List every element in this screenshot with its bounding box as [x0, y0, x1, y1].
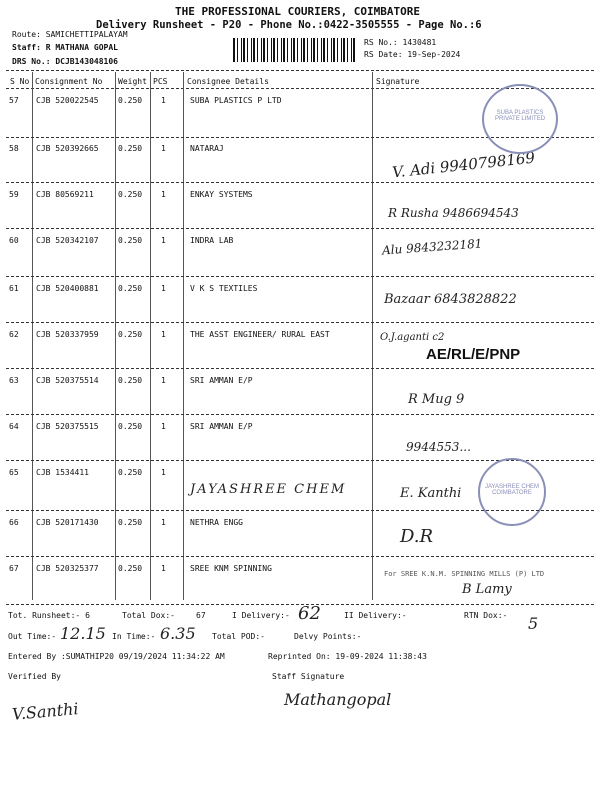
row-consignment: CJB 520375515 — [36, 422, 99, 431]
row-consignment: CJB 520337959 — [36, 330, 99, 339]
company-stamp: SUBA PLASTICS PRIVATE LIMITED — [482, 84, 558, 154]
row-weight: 0.250 — [118, 236, 143, 245]
ii-delivery-label: II Delivery:- — [344, 611, 407, 620]
row-handwritten-consignee: JAYASHREE CHEM — [190, 482, 347, 497]
row-divider — [6, 368, 594, 369]
row-signature: D.R — [400, 526, 434, 547]
row-sno: 57 — [9, 96, 19, 105]
row-consignment: CJB 520400881 — [36, 284, 99, 293]
company-stamp: For SREE K.N.M. SPINNING MILLS (P) LTD — [384, 570, 545, 578]
row-sno: 60 — [9, 236, 19, 245]
entered-by: Entered By :SUMATHIP20 09/19/2024 11:34:22 AM — [8, 652, 225, 661]
row-signature: R Mug 9 — [408, 392, 465, 407]
row-weight: 0.250 — [118, 518, 143, 527]
delivery-points-label: Delvy Points:- — [294, 632, 362, 641]
row-signature: O.J.aganti c2 — [380, 332, 445, 343]
drs-number: DRS No.: DCJB143048106 — [12, 57, 118, 66]
row-consignee: NETHRA ENGG — [190, 518, 243, 527]
staff: Staff: R MATHANA GOPAL — [12, 43, 118, 52]
row-sno: 66 — [9, 518, 19, 527]
column-rule — [150, 72, 151, 600]
row-sno: 59 — [9, 190, 19, 199]
rs-number: RS No.: 1430481 — [364, 38, 437, 47]
row-consignee: V K S TEXTILES — [190, 284, 258, 293]
row-consignment: CJB 520171430 — [36, 518, 99, 527]
row-weight: 0.250 — [118, 422, 143, 431]
row-weight: 0.250 — [118, 284, 143, 293]
route: Route: SAMICHETTIPALAYAM — [12, 30, 128, 39]
i-delivery-label: I Delivery:- — [232, 611, 290, 620]
row-consignment: CJB 1534411 — [36, 468, 89, 477]
col-sno: S No — [10, 77, 30, 86]
row-consignment: CJB 520375514 — [36, 376, 99, 385]
row-consignee: SRI AMMAN E/P — [190, 376, 253, 385]
row-consignee: ENKAY SYSTEMS — [190, 190, 253, 199]
column-rule — [32, 72, 33, 600]
row-consignee: NATARAJ — [190, 144, 224, 153]
col-weight: Weight — [118, 77, 147, 86]
rs-date: RS Date: 19-Sep-2024 — [364, 50, 461, 59]
verified-by-label: Verified By — [8, 672, 61, 681]
row-sno: 62 — [9, 330, 19, 339]
row-weight: 0.250 — [118, 468, 143, 477]
row-signature: Bazaar 6843828822 — [384, 292, 517, 307]
row-divider — [6, 276, 594, 277]
row-weight: 0.250 — [118, 144, 143, 153]
column-rule — [115, 72, 116, 600]
row-weight: 0.250 — [118, 190, 143, 199]
out-time-value: 12.15 — [60, 624, 106, 643]
row-signature: Alu 9843232181 — [381, 236, 483, 258]
row-consignment: CJB 520022545 — [36, 96, 99, 105]
in-time-value: 6.35 — [160, 624, 196, 643]
row-pcs: 1 — [161, 236, 166, 245]
row-divider — [6, 510, 594, 511]
i-delivery-value: 62 — [298, 603, 321, 624]
row-pcs: 1 — [161, 518, 166, 527]
row-consignee: SRI AMMAN E/P — [190, 422, 253, 431]
row-consignment: CJB 520392665 — [36, 144, 99, 153]
row-signature: B Lamy — [462, 582, 512, 597]
row-sno: 58 — [9, 144, 19, 153]
row-pcs: 1 — [161, 468, 166, 477]
row-pcs: 1 — [161, 144, 166, 153]
row-sno: 64 — [9, 422, 19, 431]
staff-signature: Mathangopal — [284, 690, 392, 709]
row-weight: 0.250 — [118, 330, 143, 339]
row-divider — [6, 556, 594, 557]
row-pcs: 1 — [161, 190, 166, 199]
total-runsheet: Tot. Runsheet:- 6 — [8, 611, 90, 620]
col-consignment: Consignment No — [35, 77, 103, 86]
row-consignee: SREE KNM SPINNING — [190, 564, 272, 573]
row-pcs: 1 — [161, 376, 166, 385]
row-consignee: SUBA PLASTICS P LTD — [190, 96, 282, 105]
row-sno: 65 — [9, 468, 19, 477]
row-signature: V. Adi 9940798169 — [391, 148, 536, 182]
col-consignee: Consignee Details — [187, 77, 269, 86]
column-rule — [183, 72, 184, 600]
row-divider — [6, 228, 594, 229]
row-weight: 0.250 — [118, 564, 143, 573]
row-weight: 0.250 — [118, 96, 143, 105]
row-consignment: CJB 520325377 — [36, 564, 99, 573]
row-consignee: INDRA LAB — [190, 236, 234, 245]
company-name: THE PROFESSIONAL COURIERS, COIMBATORE — [175, 5, 421, 18]
out-time-label: Out Time:- — [8, 632, 57, 641]
row-sno: 63 — [9, 376, 19, 385]
row-pcs: 1 — [161, 284, 166, 293]
rtn-dox-label: RTN Dox:- — [464, 611, 508, 620]
col-signature: Signature — [376, 77, 420, 86]
header-divider — [6, 70, 594, 71]
row-pcs: 1 — [161, 422, 166, 431]
barcode — [232, 38, 358, 62]
rtn-dox-value: 5 — [528, 614, 539, 633]
row-pcs: 1 — [161, 96, 166, 105]
verified-by-signature: V.Santhi — [11, 699, 80, 724]
row-divider — [6, 414, 594, 415]
row-divider — [6, 182, 594, 183]
in-time-label: In Time:- — [112, 632, 156, 641]
row-consignment: CJB 520342107 — [36, 236, 99, 245]
row-signature: E. Kanthi — [400, 486, 462, 501]
row-sno: 67 — [9, 564, 19, 573]
row-pcs: 1 — [161, 564, 166, 573]
col-pcs: PCS — [153, 77, 168, 86]
company-stamp: JAYASHREE CHEM COIMBATORE — [478, 458, 546, 526]
row-consignee: THE ASST ENGINEER/ RURAL EAST — [190, 330, 330, 339]
column-rule — [372, 72, 373, 600]
total-dox-label: Total Dox:- — [122, 611, 175, 620]
runsheet-title: Delivery Runsheet - P20 - Phone No.:0422-3505555 - Page No.:6 — [96, 19, 482, 31]
row-sno: 61 — [9, 284, 19, 293]
staff-signature-label: Staff Signature — [272, 672, 345, 681]
row-divider — [6, 322, 594, 323]
row-signature: R Rusha 9486694543 — [388, 206, 519, 220]
row-signature: 9944553... — [406, 440, 471, 454]
total-pod-label: Total POD:- — [212, 632, 265, 641]
reprinted-on: Reprinted On: 19-09-2024 11:38:43 — [268, 652, 427, 661]
office-stamp: AE/RL/E/PNP — [426, 346, 521, 363]
row-consignment: CJB 80569211 — [36, 190, 94, 199]
row-pcs: 1 — [161, 330, 166, 339]
total-dox-value: 67 — [196, 611, 206, 620]
row-weight: 0.250 — [118, 376, 143, 385]
